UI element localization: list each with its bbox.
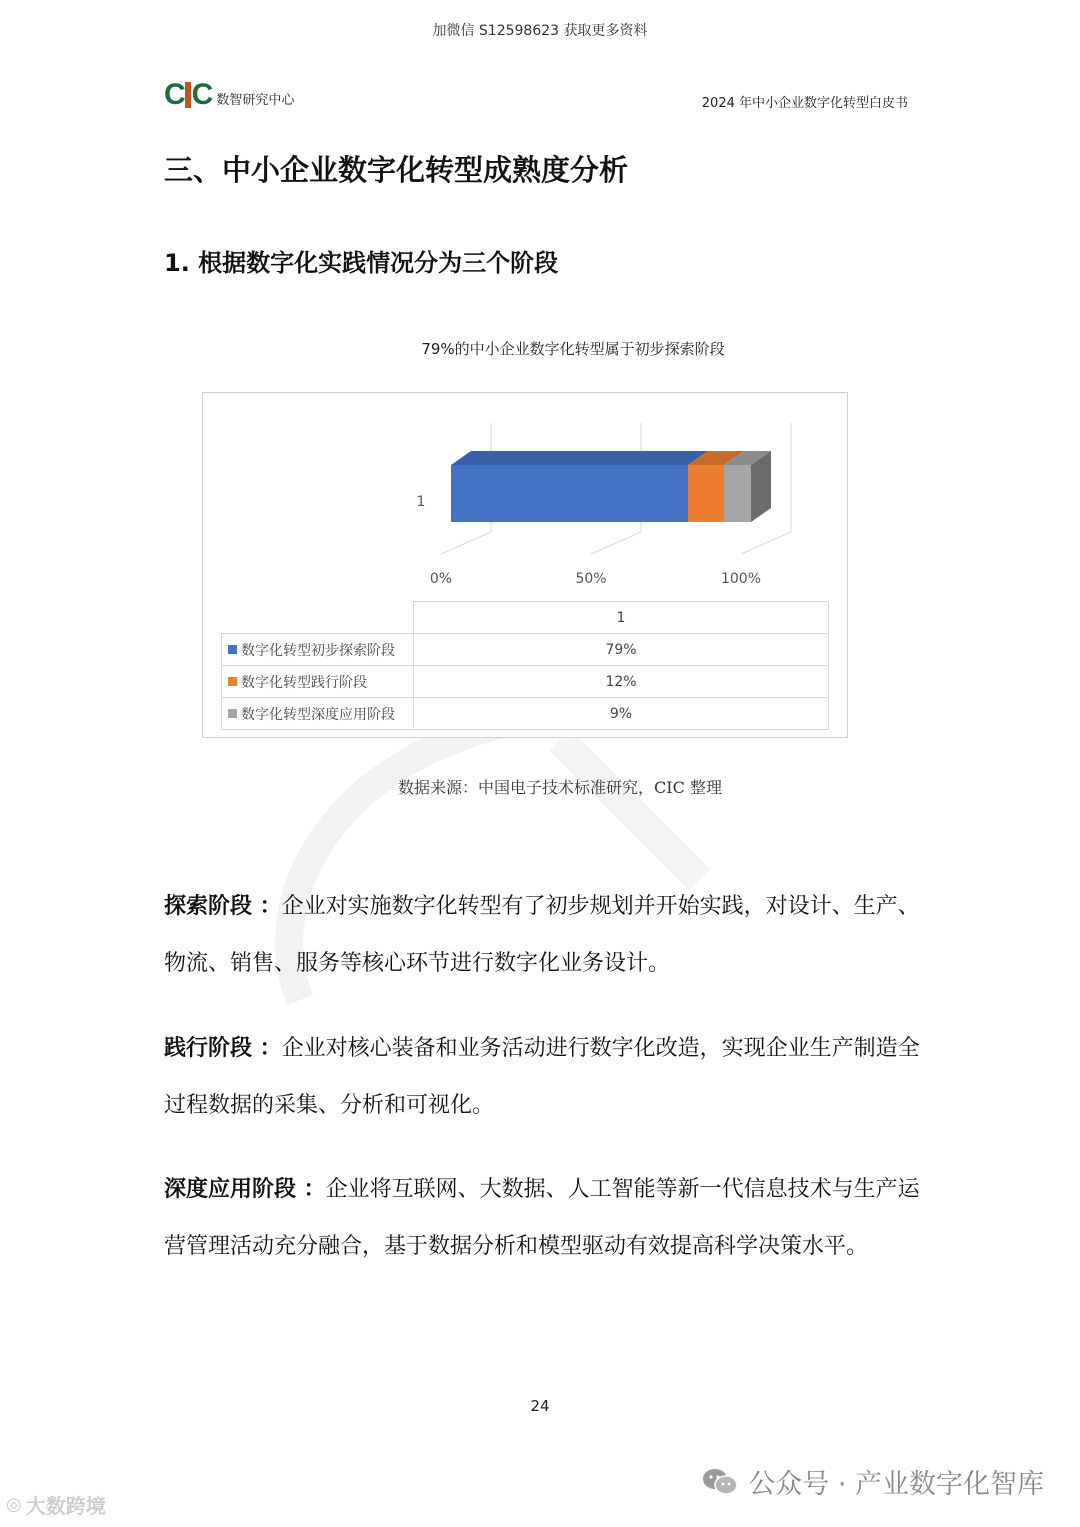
top-watermark-text: 加微信 S12598623 获取更多资料: [432, 23, 648, 39]
legend-swatch: [228, 645, 237, 654]
chart-title: 79%的中小企业数字化转型属于初步探索阶段: [421, 340, 725, 358]
legend-entry: [222, 698, 414, 730]
category-label: 1: [416, 494, 426, 510]
table-value: 12%: [414, 666, 829, 698]
legend-label: 数字化转型初步探索阶段: [241, 642, 395, 659]
bar-segment: [724, 451, 771, 522]
chart-frame: [202, 392, 848, 738]
logo: [164, 76, 294, 110]
table-row: [222, 698, 829, 730]
paragraph-term: 践行阶段 ：: [164, 1036, 282, 1061]
section-title: 三、中小企业数字化转型成熟度分析: [164, 153, 629, 187]
paragraph-term: 深度应用阶段 ：: [164, 1177, 326, 1202]
paragraph-text: 企业对实施数字化转型有了初步规划并开始实践，对设计、生产、物流、销售、服务等核心环节进行数字化业务设计。: [164, 894, 920, 976]
x-tick-label: 50%: [575, 571, 607, 587]
paragraph-practice: [164, 1020, 924, 1134]
legend-label: 数字化转型深度应用阶段: [241, 706, 395, 723]
source-note: 数据来源：中国电子技术标准研究，CIC 整理: [398, 778, 722, 797]
table-value: 9%: [414, 698, 829, 730]
legend-swatch: [228, 677, 237, 686]
table-header: 1: [414, 602, 829, 634]
table-row: [222, 666, 829, 698]
footer-wechat-label: 公众号 · 产业数字化智库: [748, 1469, 1044, 1500]
footer-brand: [6, 1490, 106, 1519]
table-corner: [222, 602, 414, 634]
legend-swatch: [228, 709, 237, 718]
gridline: [591, 532, 641, 554]
gridline: [441, 532, 491, 554]
document-title: 2024 年中小企业数字化转型白皮书: [701, 96, 908, 111]
wechat-icon: [702, 1467, 738, 1497]
paragraph-deep-application: [164, 1161, 924, 1275]
brand-icon: ◎: [6, 1494, 22, 1515]
x-tick-label: 0%: [429, 571, 453, 587]
legend-entry: [222, 634, 414, 666]
table-row: [222, 634, 829, 666]
paragraph-term: 探索阶段 ：: [164, 894, 282, 919]
subsection-title: 1. 根据数字化实践情况分为三个阶段: [164, 249, 559, 277]
chart-data-table: [221, 601, 829, 730]
table-value: 79%: [414, 634, 829, 666]
footer-brand-label: 大数跨境: [25, 1494, 106, 1518]
logo-text: 数智研究中心: [216, 93, 295, 108]
bar-segment: [451, 451, 708, 522]
footer-wechat: [702, 1462, 1044, 1501]
legend-label: 数字化转型践行阶段: [241, 674, 367, 691]
page-number: 24: [530, 1397, 550, 1415]
legend-entry: [222, 666, 414, 698]
gridline: [741, 532, 791, 554]
x-tick-label: 100%: [720, 571, 762, 587]
paragraph-text: 企业对核心装备和业务活动进行数字化改造，实现企业生产制造全过程数据的采集、分析和可视化。: [164, 1036, 920, 1118]
cic-logo-mark: C C: [164, 78, 211, 111]
paragraph-text: 企业将互联网、大数据、人工智能等新一代信息技术与生产运营管理活动充分融合，基于数据分析和模型驱动有效提高科学决策水平。: [164, 1177, 920, 1259]
bar-chart: [203, 393, 849, 593]
paragraph-exploration: [164, 878, 924, 992]
